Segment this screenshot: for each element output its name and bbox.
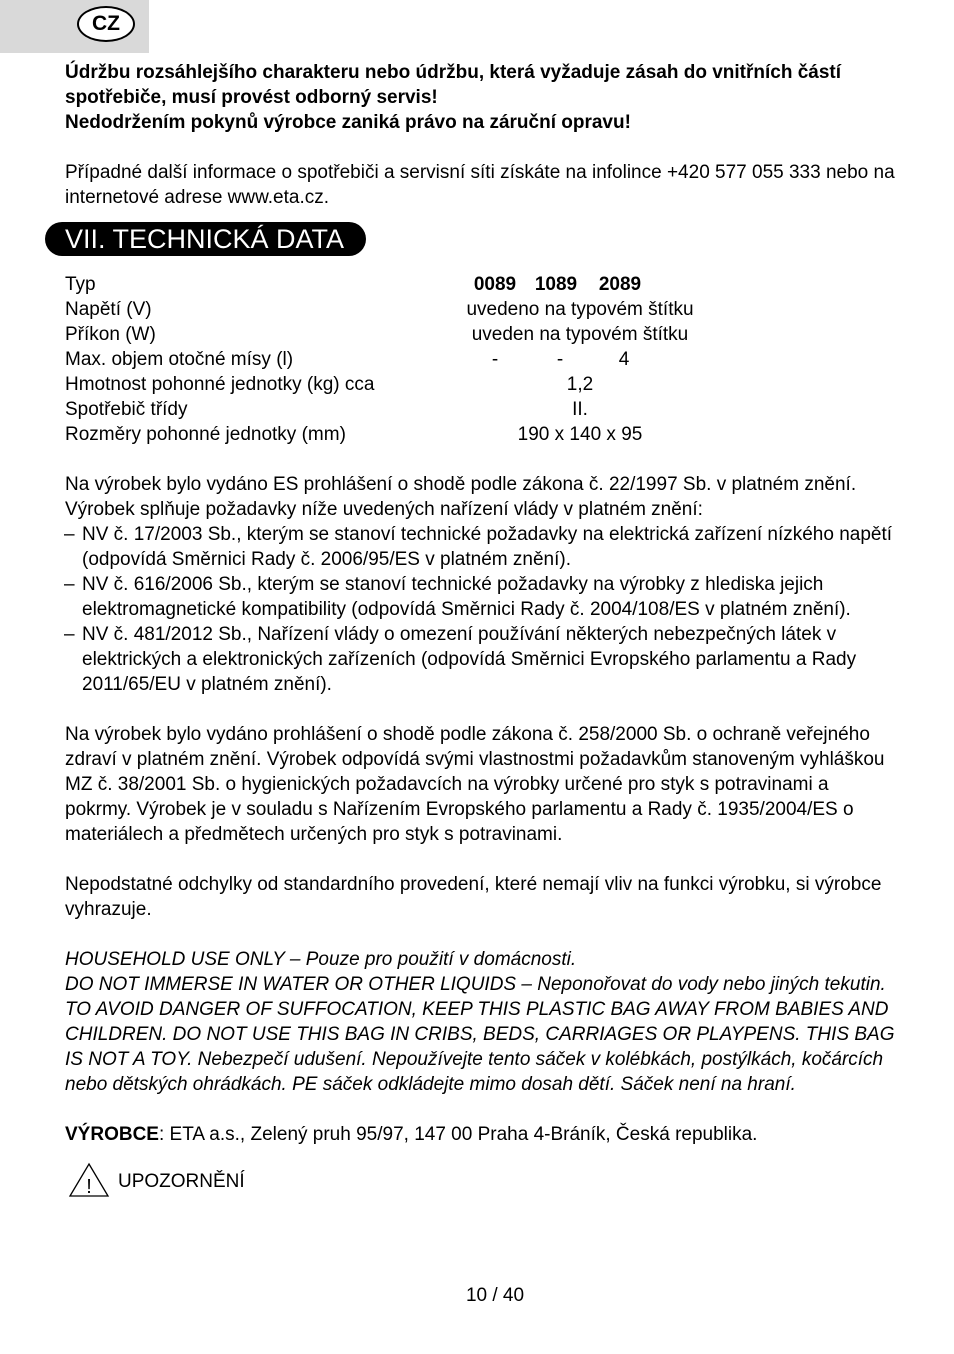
- spec-value: 1,2: [566, 374, 594, 395]
- spec-value: II.: [572, 399, 588, 420]
- spec-label: Max. objem otočné mísy (l): [65, 349, 294, 370]
- safety-warning: DO NOT IMMERSE IN WATER OR OTHER LIQUIDS – Neponořovat do vody nebo jiných tekutin. TO AVOID DANGER OF SUFFOCATION, KEEP THIS PLASTIC BAG AWAY FROM BABIES AND CHILDREN. DO NOT USE THIS BAG IN CRIBS, BEDS, CARRIAGES OR PLAYPENS. THIS BAG IS NOT A TOY. Nebezpečí udušení. Nepoužívejte tento sáček v kolébkách, postýlkách, kočárcích nebo dětských ohrádkách. PE sáček odkládejte mimo dosah dětí. Sáček není na hraní.: [65, 974, 895, 1095]
- spec-bowl-value: -: [491, 349, 499, 370]
- list-item: – NV č. 17/2003 Sb., kterým se stanoví technické požadavky na elektrická zařízení nízkého napětí (odpovídá Směrnici Rady č. 2006/95/ES v platném znění).: [65, 522, 895, 572]
- manufacturer-label: VÝROBCE: [65, 1124, 159, 1145]
- spec-bowl-value: 4: [618, 349, 630, 370]
- spec-bowl-value: -: [556, 349, 564, 370]
- spec-row-class: [65, 397, 895, 422]
- language-tab: [0, 0, 149, 53]
- spec-label: Rozměry pohonné jednotky (mm): [65, 424, 346, 445]
- health-paragraph: Na výrobek bylo vydáno prohlášení o shodě podle zákona č. 258/2000 Sb. o ochraně veřejného zdraví v platném znění. Výrobek odpovídá svými vlastnostmi požadavkům stanoveným vyhláškou MZ č. 38/2001 Sb. o hygienických požadavcích na výrobky určené pro styk s potravinami a pokrmy. Výrobek je v souladu s Nařízením Evropského parlamentu a Rady č. 1935/2004/ES o materiálech a předmětech určených pro styk s potravinami.: [65, 724, 885, 845]
- spec-row-dimensions: [65, 422, 895, 447]
- spec-value: uvedeno na typovém štítku: [466, 299, 694, 320]
- deviations-paragraph: Nepodstatné odchylky od standardního provedení, které nemají vliv na funkci výrobku, si výrobce vyhrazuje.: [65, 874, 882, 920]
- household-warning: HOUSEHOLD USE ONLY – Pouze pro použití v domácnosti.: [65, 949, 577, 970]
- manufacturer-text: : ETA a.s., Zelený pruh 95/97, 147 00 Praha 4-Bráník, Česká republika.: [158, 1124, 758, 1145]
- spec-row-type: [65, 272, 895, 297]
- page-number: 10 / 40: [465, 1285, 525, 1306]
- caution-label: UPOZORNĚNÍ: [118, 1171, 245, 1192]
- caution-row: [65, 1162, 895, 1198]
- page-content: [65, 60, 895, 1198]
- service-notice: Údržbu rozsáhlejšího charakteru nebo údržbu, která vyžaduje zásah do vnitřních částí spotřebiče, musí provést odborný servis!: [65, 62, 842, 108]
- warning-triangle-icon: [68, 1162, 110, 1198]
- spec-label: Typ: [65, 274, 96, 295]
- language-badge: CZ: [77, 6, 135, 42]
- spec-row-weight: [65, 372, 895, 397]
- spec-label: Napětí (V): [65, 299, 152, 320]
- spec-type-value: 2089: [598, 274, 642, 295]
- spec-label: Spotřebič třídy: [65, 399, 188, 420]
- spec-value: uveden na typovém štítku: [471, 324, 689, 345]
- spec-type-value: 0089: [473, 274, 517, 295]
- svg-text:!: !: [86, 1176, 92, 1198]
- warranty-notice: Nedodržením pokynů výrobce zaniká právo na záruční opravu!: [65, 112, 631, 133]
- tech-specs-table: [65, 272, 895, 447]
- declaration-intro: Na výrobek bylo vydáno ES prohlášení o shodě podle zákona č. 22/1997 Sb. v platném znění. Výrobek splňuje požadavky níže uvedených nařízení vlády v platném znění:: [65, 474, 857, 520]
- spec-label: Příkon (W): [65, 324, 156, 345]
- spec-row-bowl: [65, 347, 895, 372]
- spec-row-voltage: [65, 297, 895, 322]
- info-paragraph: Případné další informace o spotřebiči a servisní síti získáte na infolince +420 577 055 333 nebo na internetové adrese www.eta.cz.: [65, 162, 895, 208]
- regulation-list: [65, 522, 895, 697]
- section-title: VII. TECHNICKÁ DATA: [45, 222, 366, 256]
- spec-label: Hmotnost pohonné jednotky (kg) cca: [65, 374, 375, 395]
- spec-type-value: 1089: [534, 274, 578, 295]
- list-item: – NV č. 616/2006 Sb., kterým se stanoví technické požadavky na výrobky z hlediska jejich elektromagnetické kompatibility (odpovídá Směrnici Rady č. 2004/108/ES v platném znění).: [65, 572, 895, 622]
- spec-row-power: [65, 322, 895, 347]
- manufacturer-line: [65, 1122, 895, 1147]
- spec-value: 190 x 140 x 95: [517, 424, 643, 445]
- list-item: – NV č. 481/2012 Sb., Nařízení vlády o omezení používání některých nebezpečných látek v elektrických a elektronických zařízeních (odpovídá Směrnici Evropského parlamentu a Rady 2011/65/EU v platném znění).: [65, 622, 895, 697]
